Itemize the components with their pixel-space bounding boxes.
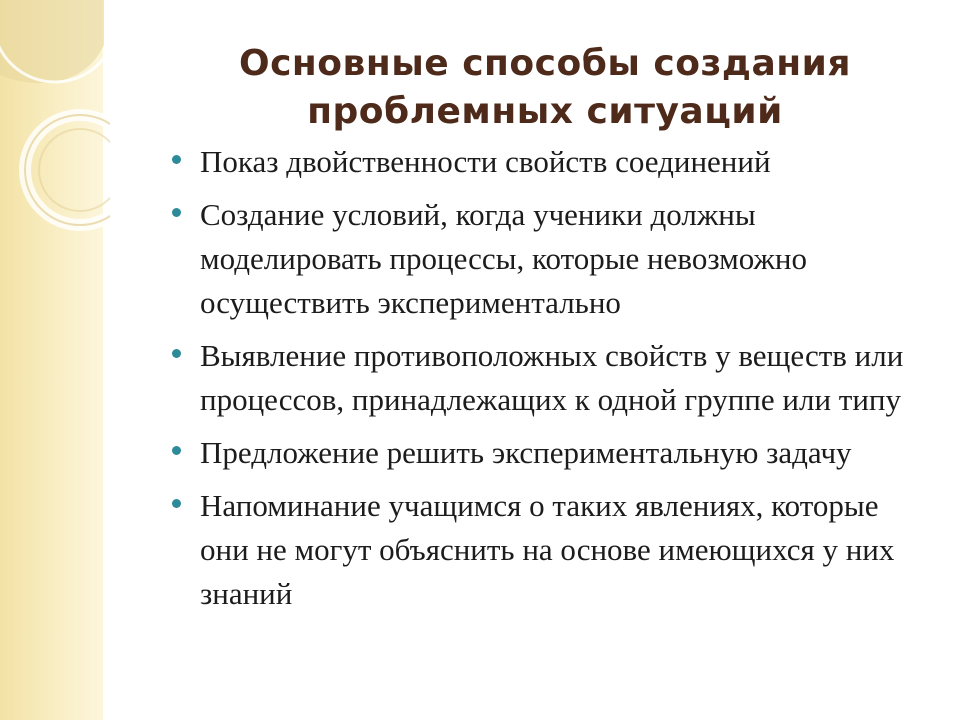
bullet-text: Предложение решить экспериментальную задачу: [200, 435, 852, 470]
bullet-dot-icon: [172, 499, 181, 508]
bullet-text: Напоминание учащимся о таких явлениях, которые они не могут объяснить на основе имеющихся у них знаний: [200, 488, 895, 611]
bullet-dot-icon: [172, 349, 181, 358]
bullet-dot-icon: [172, 208, 181, 217]
bullet-text: Выявление противоположных свойств у веществ или процессов, принадлежащих к одной группе или типу: [200, 338, 904, 417]
slide-title: [150, 40, 940, 136]
bullet-dot-icon: [172, 446, 181, 455]
bullet-dot-icon: [172, 155, 181, 164]
title-line-2: проблемных ситуаций: [307, 91, 783, 132]
list-item: [172, 431, 932, 475]
bullet-list: [172, 140, 932, 625]
list-item: [172, 140, 932, 184]
bullet-text: Создание условий, когда ученики должны моделировать процессы, которые невозможно осуществить экспериментально: [200, 197, 807, 320]
list-item: [172, 193, 932, 325]
title-line-1: Основные способы создания: [238, 43, 852, 84]
list-item: [172, 334, 932, 422]
bullet-text: Показ двойственности свойств соединений: [200, 144, 771, 179]
list-item: [172, 484, 932, 616]
decorative-rings-icon: [0, 0, 110, 260]
